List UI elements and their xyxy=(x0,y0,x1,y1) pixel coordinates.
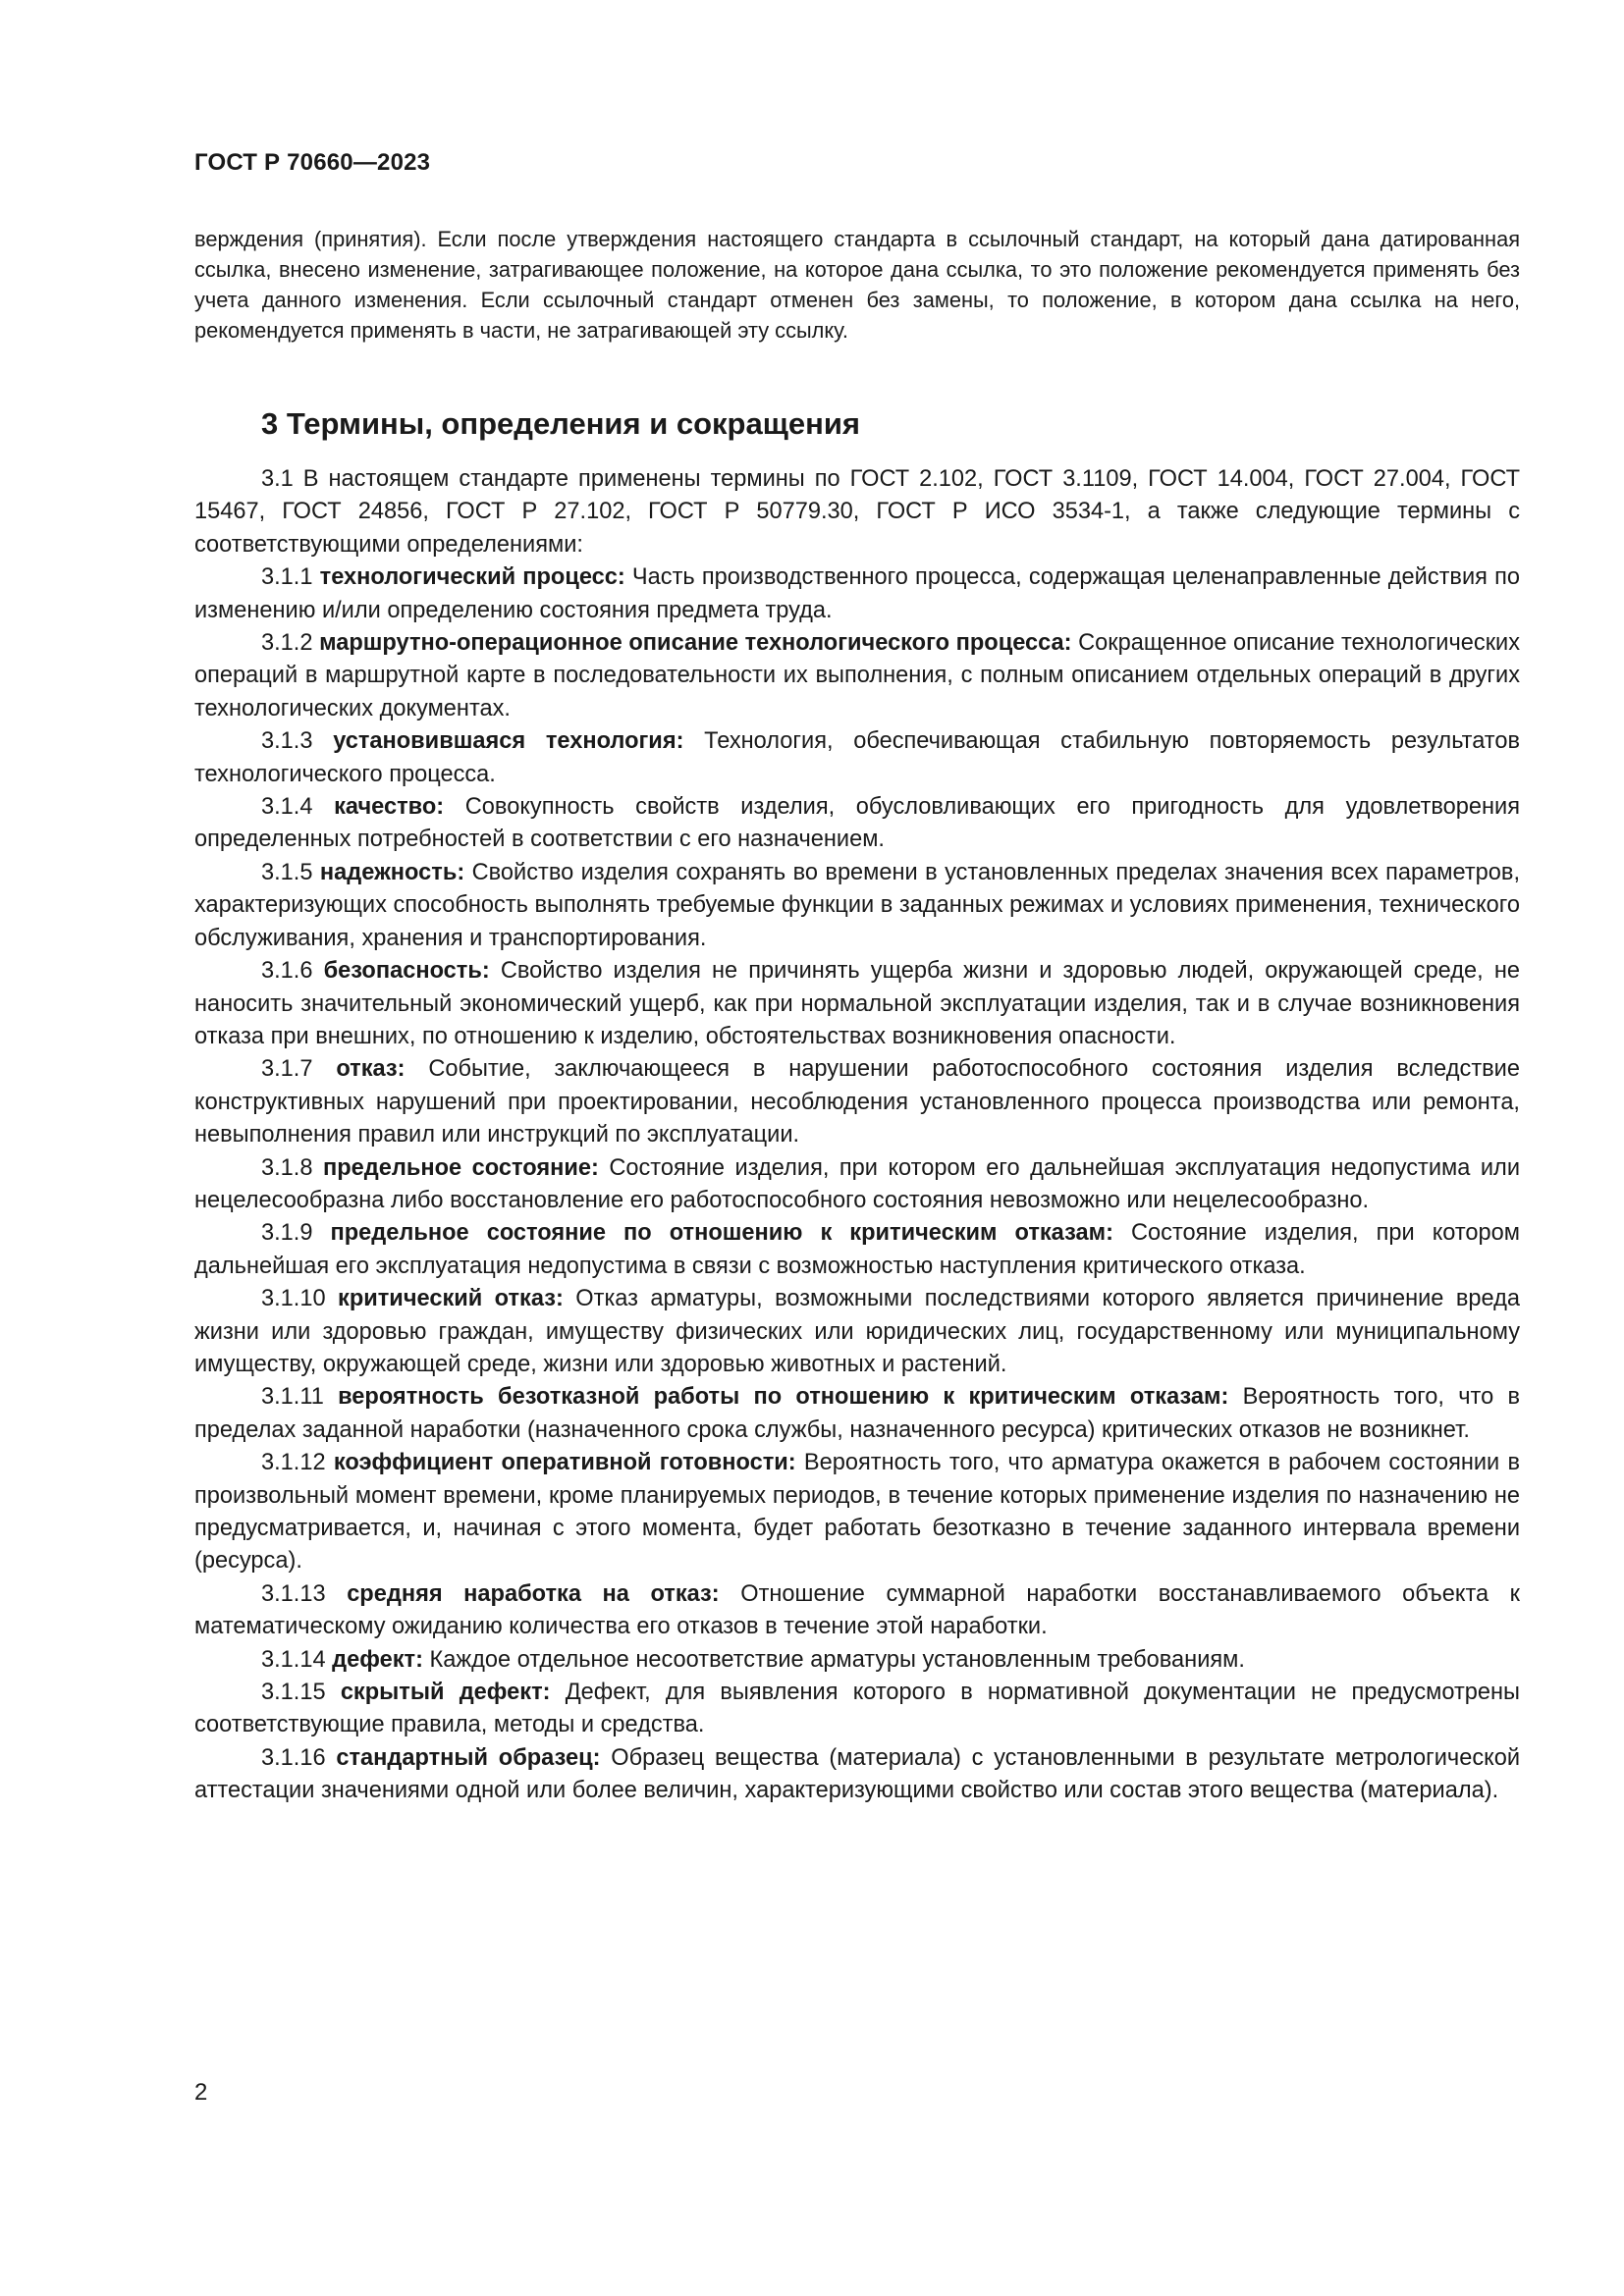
term-number: 3.1.8 xyxy=(261,1154,313,1181)
term-3-1-15 xyxy=(194,1677,1520,1742)
term-3-1-14 xyxy=(194,1644,1520,1677)
term-3-1-2 xyxy=(194,627,1520,725)
paragraph-3-1: 3.1 В настоящем стандарте применены термины по ГОСТ 2.102, ГОСТ 3.1109, ГОСТ 14.004, ГОСТ 27.004, ГОСТ 15467, ГОСТ 24856, ГОСТ Р 27.102, ГОСТ Р 50779.30, ГОСТ Р ИСО 3534-1, а также следующие термины с соответствующими определениями: xyxy=(194,466,1520,558)
page-content xyxy=(194,224,1520,1808)
term-number: 3.1.10 xyxy=(261,1286,326,1312)
term-number: 3.1.5 xyxy=(261,859,313,885)
term-definition: Состояние изделия, при котором дальнейшая его эксплуатация недопустима в связи с возможностью наступления критического отказа. xyxy=(194,1220,1521,1279)
term-name: технологический процесс: xyxy=(319,564,625,591)
term-definition: Часть производственного процесса, содержащая целенаправленные действия по изменению и/или определению состояния предмета труда. xyxy=(194,564,1520,623)
term-number: 3.1.9 xyxy=(261,1220,313,1247)
document-header: ГОСТ Р 70660—2023 xyxy=(194,149,431,176)
term-number: 3.1.4 xyxy=(261,794,313,821)
term-definition: Отказ арматуры, возможными последствиями которого является причинение вреда жизни или здоровью граждан, имуществу физических или юридических лиц, государственному или муниципальному имуществу, окружающей среде, жизни или здоровью животных и растений. xyxy=(194,1286,1520,1377)
term-number: 3.1.11 xyxy=(261,1384,324,1411)
term-name: средняя наработка на отказ: xyxy=(347,1580,720,1607)
term-definition: Отношение суммарной наработки восстанавливаемого объекта к математическому ожиданию количества его отказов в течение этой наработки. xyxy=(194,1580,1521,1640)
term-name: стандартный образец: xyxy=(336,1744,601,1771)
term-name: вероятность безотказной работы по отношению к критическим отказам: xyxy=(338,1384,1229,1411)
term-name: дефект: xyxy=(332,1646,423,1673)
term-definition: Дефект, для выявления которого в нормативной документации не предусмотрены соответствующие правила, методы и средства. xyxy=(194,1680,1520,1738)
term-name: отказ: xyxy=(336,1056,406,1083)
term-definition: Совокупность свойств изделия, обусловливающих его пригодность для удовлетворения определенных потребностей в соответствии с его назначением. xyxy=(194,794,1520,853)
section-heading: 3 Термины, определения и сокращения xyxy=(261,406,860,441)
term-definition: Вероятность того, что в пределах заданной наработки (назначенного срока службы, назначенного ресурса) критических отказов не возникнет. xyxy=(194,1384,1520,1443)
term-number: 3.1.6 xyxy=(261,958,313,985)
term-number: 3.1.13 xyxy=(261,1580,326,1607)
term-definition: Свойство изделия сохранять во времени в установленных пределах значения всех параметров, характеризующих способность выполнять требуемые функции в заданных режимах и условиях применения, технического обслуживания, хранения и транспортирования. xyxy=(194,859,1520,951)
term-definition: Вероятность того, что арматура окажется в рабочем состоянии в произвольный момент времени, кроме планируемых периодов, в течение которых применение изделия по назначению не предусматривается, и, начиная с этого момента, будет работать безотказно в течение заданного интервала времени (ресурса). xyxy=(194,1450,1521,1575)
term-name: маршрутно-операционное описание технологического процесса: xyxy=(319,630,1072,657)
term-3-1-16 xyxy=(194,1742,1520,1808)
term-number: 3.1.12 xyxy=(261,1450,326,1476)
term-name: предельное состояние по отношению к критическим отказам: xyxy=(330,1220,1113,1247)
term-3-1-12 xyxy=(194,1447,1520,1578)
term-definition: Свойство изделия не причинять ущерба жизни и здоровью людей, окружающей среде, не наносить значительный экономический ущерб, как при нормальной эксплуатации изделия, так и в случае возникновения отказа при внешних, по отношению к изделию, обстоятельствах возникновения опасности. xyxy=(194,958,1520,1049)
term-number: 3.1.3 xyxy=(261,728,313,755)
term-3-1-4 xyxy=(194,791,1520,857)
term-number: 3.1.14 xyxy=(261,1646,326,1673)
term-number: 3.1.16 xyxy=(261,1744,326,1771)
term-3-1-10 xyxy=(194,1283,1520,1381)
term-name: коэффициент оперативной готовности: xyxy=(333,1450,796,1476)
term-3-1-13 xyxy=(194,1578,1520,1644)
term-3-1-8 xyxy=(194,1152,1520,1218)
term-number: 3.1.2 xyxy=(261,630,313,657)
term-number: 3.1.7 xyxy=(261,1056,313,1083)
term-definition: Состояние изделия, при котором его дальнейшая эксплуатация недопустима или нецелесообразна либо восстановление его работоспособного состояния невозможно или нецелесообразно. xyxy=(194,1154,1520,1213)
term-name: скрытый дефект: xyxy=(340,1680,551,1706)
term-3-1-1 xyxy=(194,561,1520,627)
term-name: безопасность: xyxy=(323,958,490,985)
term-name: критический отказ: xyxy=(338,1286,564,1312)
term-3-1-3 xyxy=(194,725,1520,791)
term-number: 3.1.15 xyxy=(261,1680,326,1706)
term-name: надежность: xyxy=(319,859,465,885)
term-name: качество: xyxy=(334,794,445,821)
term-3-1-9 xyxy=(194,1217,1520,1283)
term-name: установившаяся технология: xyxy=(333,728,684,755)
term-3-1-11 xyxy=(194,1381,1520,1447)
term-number: 3.1.1 xyxy=(261,564,313,591)
term-definition: Технология, обеспечивающая стабильную повторяемость результатов технологического процесса. xyxy=(194,728,1520,787)
intro-paragraph: верждения (принятия). Если после утверждения настоящего стандарта в ссылочный стандарт, на который дана датированная ссылка, внесено изменение, затрагивающее положение, на которое дана ссылка, то это положение рекомендуется применять без учета данного изменения. Если ссылочный стандарт отменен без замены, то положение, в котором дана ссылка на него, рекомендуется применять в части, не затрагивающей эту ссылку. xyxy=(194,227,1520,343)
term-3-1-7 xyxy=(194,1053,1520,1151)
term-name: предельное состояние: xyxy=(322,1154,599,1181)
term-definition: Сокращенное описание технологических операций в маршрутной карте в последовательности их выполнения, с полным описанием отдельных операций в других технологических документах. xyxy=(194,630,1520,721)
page-number: 2 xyxy=(194,2079,208,2106)
term-3-1-6 xyxy=(194,955,1520,1053)
term-3-1-5 xyxy=(194,857,1520,955)
term-definition: Событие, заключающееся в нарушении работоспособного состояния изделия вследствие конструктивных нарушений при проектировании, несоблюдения установленного процесса производства или ремонта, невыполнения правил или инструкций по эксплуатации. xyxy=(194,1056,1520,1148)
term-definition: Образец вещества (материала) с установленными в результате метрологической аттестации значениями одной или более величин, характеризующими свойство или состав этого вещества (материала). xyxy=(194,1744,1520,1804)
term-definition: Каждое отдельное несоответствие арматуры установленным требованиям. xyxy=(429,1646,1245,1673)
